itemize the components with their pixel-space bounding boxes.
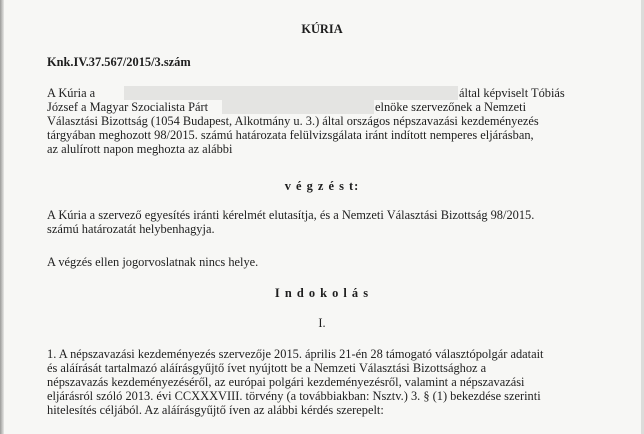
intro-line-5: az alulírott napon meghozta az alábbi [47,142,233,156]
redacted-block-1 [124,86,458,100]
redacted-block-2 [222,100,374,114]
paragraph-1-line-3: népszavazás kezdeményezéséről, az európai polgári kezdeményezésről, valamint a népszavazási [47,375,525,389]
section-number: I. [318,316,326,330]
intro-line-2-start: József a Magyar Szocialista Párt [47,100,209,114]
paragraph-1-line-5: hitelesítés céljából. Az aláírásgyűjtő íven az alábbi kérdés szerepelt: [47,403,384,417]
scan-edge-shadow [0,0,4,434]
intro-line-1-end: által képviselt Tóbiás [459,86,565,100]
intro-line-3: Választási Bizottság (1054 Budapest, Alkotmány u. 3.) által országos népszavazási kezdeményezés [47,114,539,128]
intro-line-2-end: elnöke szervezőnek a Nemzeti [375,100,527,114]
intro-line-4: tárgyában meghozott 98/2015. számú határozata felülvizsgálata iránt indított nemperes eljárásban, [47,128,534,142]
intro-line-1-start: A Kúria a [47,86,96,100]
paragraph-1-line-2: és aláírását tartalmazó aláírásgyűjtő ívet nyújtott be a Nemzeti Választási Bizottsághoz a [47,361,487,375]
remedy-statement: A végzés ellen jogorvoslatnak nincs helye. [47,255,259,269]
decision-line-2: számú határozatát helybenhagyja. [47,222,215,236]
case-number: Knk.IV.37.567/2015/3.szám [47,55,191,69]
decision-title: v é g z é s t: [284,179,360,193]
paragraph-1-line-4: eljárásról szóló 2013. évi CCXXXVIII. törvény (a továbbiakban: Nsztv.) 3. § (1) bekezdése szerinti [47,389,541,403]
court-heading: KÚRIA [301,22,343,36]
reasoning-title: I n d o k o l á s [274,286,370,300]
paragraph-1-line-1: 1. A népszavazási kezdeményezés szervezője 2015. április 21-én 28 támogató választópolgár adatait [47,347,544,361]
decision-line-1: A Kúria a szervező egyesítés iránti kérelmét elutasítja, és a Nemzeti Választási Bizottság 98/2015. [47,208,535,222]
